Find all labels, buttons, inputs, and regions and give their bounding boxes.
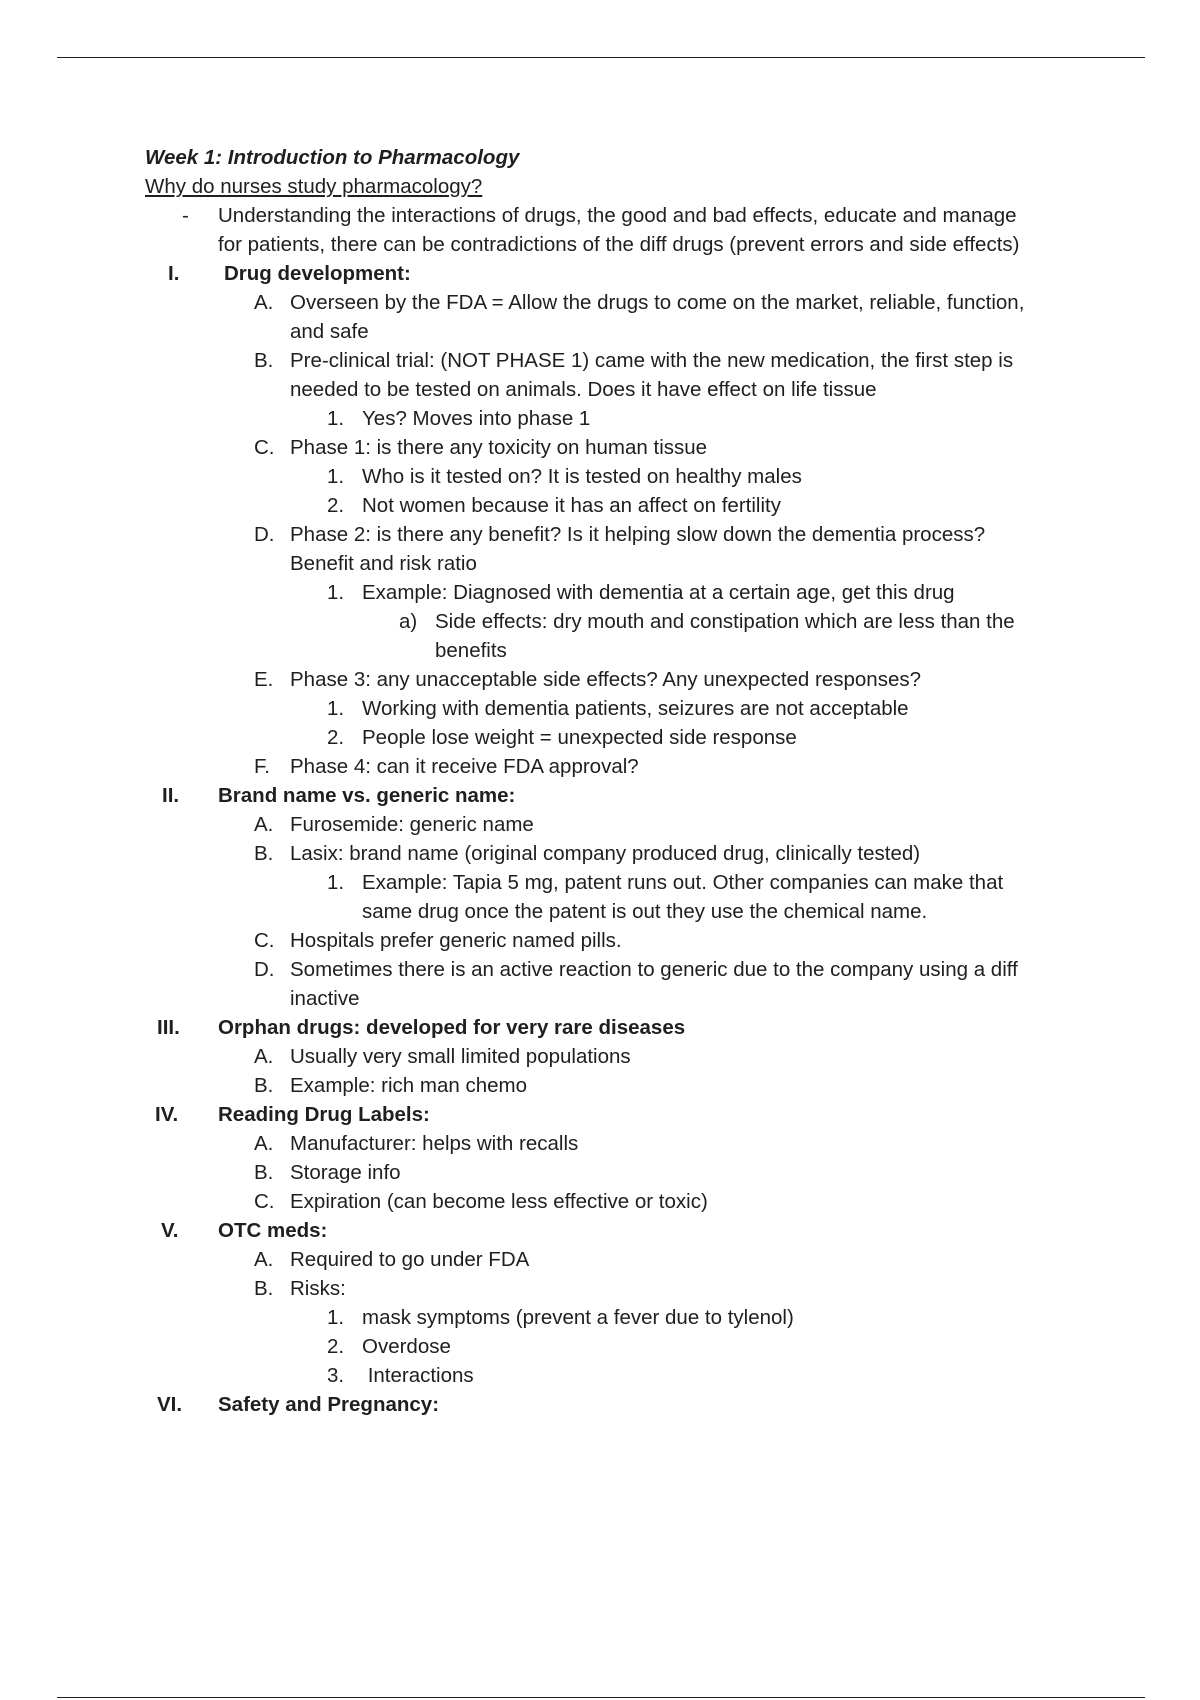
list-marker: D. xyxy=(254,958,275,981)
list-item: Phase 3: any unacceptable side effects? Any unexpected responses? xyxy=(290,668,922,691)
roman-numeral: IV. xyxy=(155,1103,179,1126)
list-marker: F. xyxy=(254,755,270,778)
list-marker: 2. xyxy=(327,494,345,517)
roman-numeral: V. xyxy=(161,1219,179,1242)
list-item: same drug once the patent is out they use the chemical name. xyxy=(362,900,928,923)
list-item: Not women because it has an affect on fertility xyxy=(362,494,781,517)
roman-numeral: VI. xyxy=(157,1393,183,1416)
list-item: Required to go under FDA xyxy=(290,1248,530,1271)
list-item: Benefit and risk ratio xyxy=(290,552,477,575)
list-item: Pre-clinical trial: (NOT PHASE 1) came with the new medication, the first step is xyxy=(290,349,1014,372)
list-marker: C. xyxy=(254,929,275,952)
list-item: Yes? Moves into phase 1 xyxy=(362,407,591,430)
dash-bullet: - xyxy=(182,204,189,227)
list-marker: D. xyxy=(254,523,275,546)
section-heading: Brand name vs. generic name: xyxy=(218,784,516,807)
list-marker: C. xyxy=(254,436,275,459)
list-item: Sometimes there is an active reaction to generic due to the company using a diff xyxy=(290,958,1018,981)
list-item: inactive xyxy=(290,987,360,1010)
list-item: Lasix: brand name (original company produced drug, clinically tested) xyxy=(290,842,921,865)
list-marker: 1. xyxy=(327,697,345,720)
list-item: Expiration (can become less effective or toxic) xyxy=(290,1190,708,1213)
list-item: mask symptoms (prevent a fever due to tylenol) xyxy=(362,1306,794,1329)
roman-numeral: II. xyxy=(162,784,180,807)
list-marker: A. xyxy=(254,1045,274,1068)
list-marker: A. xyxy=(254,813,274,836)
list-item: Overdose xyxy=(362,1335,451,1358)
list-marker: a) xyxy=(399,610,418,633)
list-item: People lose weight = unexpected side response xyxy=(362,726,797,749)
list-item: Storage info xyxy=(290,1161,401,1184)
list-marker: 2. xyxy=(327,1335,345,1358)
list-item: Furosemide: generic name xyxy=(290,813,534,836)
section-heading: Drug development: xyxy=(224,262,411,285)
list-item: Interactions xyxy=(362,1364,474,1387)
list-item: Overseen by the FDA = Allow the drugs to come on the market, reliable, function, xyxy=(290,291,1025,314)
list-marker: A. xyxy=(254,1132,274,1155)
roman-numeral: I. xyxy=(168,262,180,285)
section-heading: Safety and Pregnancy: xyxy=(218,1393,440,1416)
intro-line: Understanding the interactions of drugs, the good and bad effects, educate and manage xyxy=(218,204,1017,227)
list-item: Example: rich man chemo xyxy=(290,1074,527,1097)
list-item: Example: Tapia 5 mg, patent runs out. Other companies can make that xyxy=(362,871,1004,894)
list-marker: 1. xyxy=(327,465,345,488)
list-item: Phase 1: is there any toxicity on human tissue xyxy=(290,436,708,459)
list-marker: B. xyxy=(254,349,274,372)
roman-numeral: III. xyxy=(157,1016,180,1039)
list-item: Hospitals prefer generic named pills. xyxy=(290,929,622,952)
list-marker: 2. xyxy=(327,726,345,749)
list-marker: A. xyxy=(254,1248,274,1271)
list-marker: C. xyxy=(254,1190,275,1213)
list-item: benefits xyxy=(435,639,507,662)
section-heading: OTC meds: xyxy=(218,1219,328,1242)
intro-line: for patients, there can be contradictions of the diff drugs (prevent errors and side effects) xyxy=(218,233,1020,256)
list-item: Usually very small limited populations xyxy=(290,1045,631,1068)
list-item: Example: Diagnosed with dementia at a certain age, get this drug xyxy=(362,581,955,604)
list-marker: B. xyxy=(254,842,274,865)
list-item: Working with dementia patients, seizures are not acceptable xyxy=(362,697,909,720)
list-marker: 1. xyxy=(327,581,345,604)
page-title: Week 1: Introduction to Pharmacology xyxy=(145,146,520,169)
list-marker: B. xyxy=(254,1074,274,1097)
list-marker: 3. xyxy=(327,1364,345,1387)
list-item: Manufacturer: helps with recalls xyxy=(290,1132,579,1155)
list-marker: B. xyxy=(254,1277,274,1300)
list-marker: 1. xyxy=(327,407,345,430)
list-item: Side effects: dry mouth and constipation which are less than the xyxy=(435,610,1015,633)
list-item: and safe xyxy=(290,320,369,343)
list-marker: 1. xyxy=(327,871,345,894)
list-item: Who is it tested on? It is tested on healthy males xyxy=(362,465,802,488)
section-heading: Reading Drug Labels: xyxy=(218,1103,430,1126)
list-marker: A. xyxy=(254,291,274,314)
list-item: needed to be tested on animals. Does it have effect on life tissue xyxy=(290,378,877,401)
section-heading: Orphan drugs: developed for very rare diseases xyxy=(218,1016,686,1039)
list-item: Phase 4: can it receive FDA approval? xyxy=(290,755,639,778)
section-question: Why do nurses study pharmacology? xyxy=(145,175,483,198)
list-marker: B. xyxy=(254,1161,274,1184)
list-item: Risks: xyxy=(290,1277,346,1300)
list-item: Phase 2: is there any benefit? Is it helping slow down the dementia process? xyxy=(290,523,986,546)
list-marker: E. xyxy=(254,668,274,691)
list-marker: 1. xyxy=(327,1306,345,1329)
